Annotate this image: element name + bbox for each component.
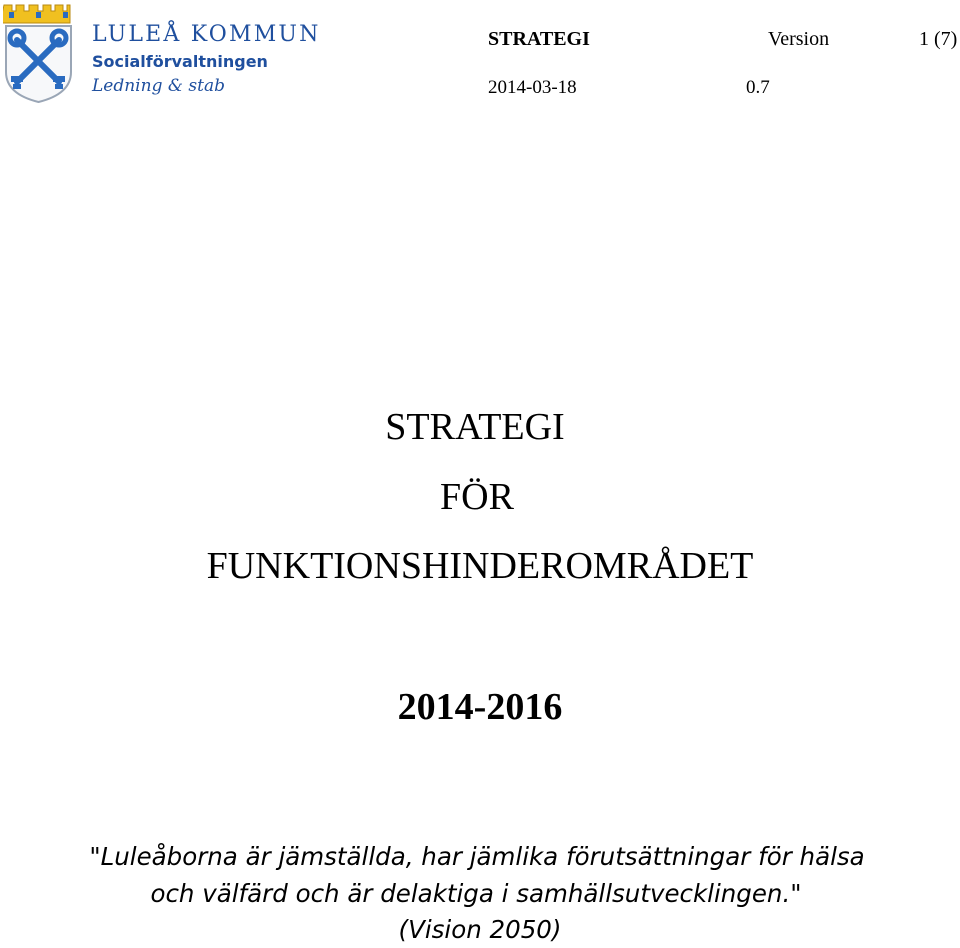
vision-quote-line-2: och välfärd och är delaktiga i samhällsutvecklingen." bbox=[150, 879, 802, 908]
page-count: 1 (7) bbox=[919, 28, 958, 50]
vision-source: (Vision 2050) bbox=[398, 915, 562, 944]
document-type: STRATEGI bbox=[488, 28, 590, 50]
unit-name: Ledning & stab bbox=[92, 76, 225, 96]
version-number: 0.7 bbox=[746, 77, 770, 98]
strategy-period: 2014-2016 bbox=[397, 686, 563, 728]
document-date: 2014-03-18 bbox=[488, 77, 577, 98]
organization-name: LULEÅ KOMMUN bbox=[92, 22, 321, 47]
department-name: Socialförvaltningen bbox=[92, 52, 268, 71]
version-label: Version bbox=[768, 28, 830, 50]
vision-quote-line-1: "Luleåborna är jämställda, har jämlika förutsättningar för hälsa bbox=[89, 842, 865, 871]
title-line-1: STRATEGI bbox=[385, 406, 565, 448]
coat-of-arms-icon bbox=[3, 2, 74, 104]
title-line-2: FÖR bbox=[440, 476, 514, 518]
title-line-3: FUNKTIONSHINDEROMRÅDET bbox=[206, 545, 754, 587]
